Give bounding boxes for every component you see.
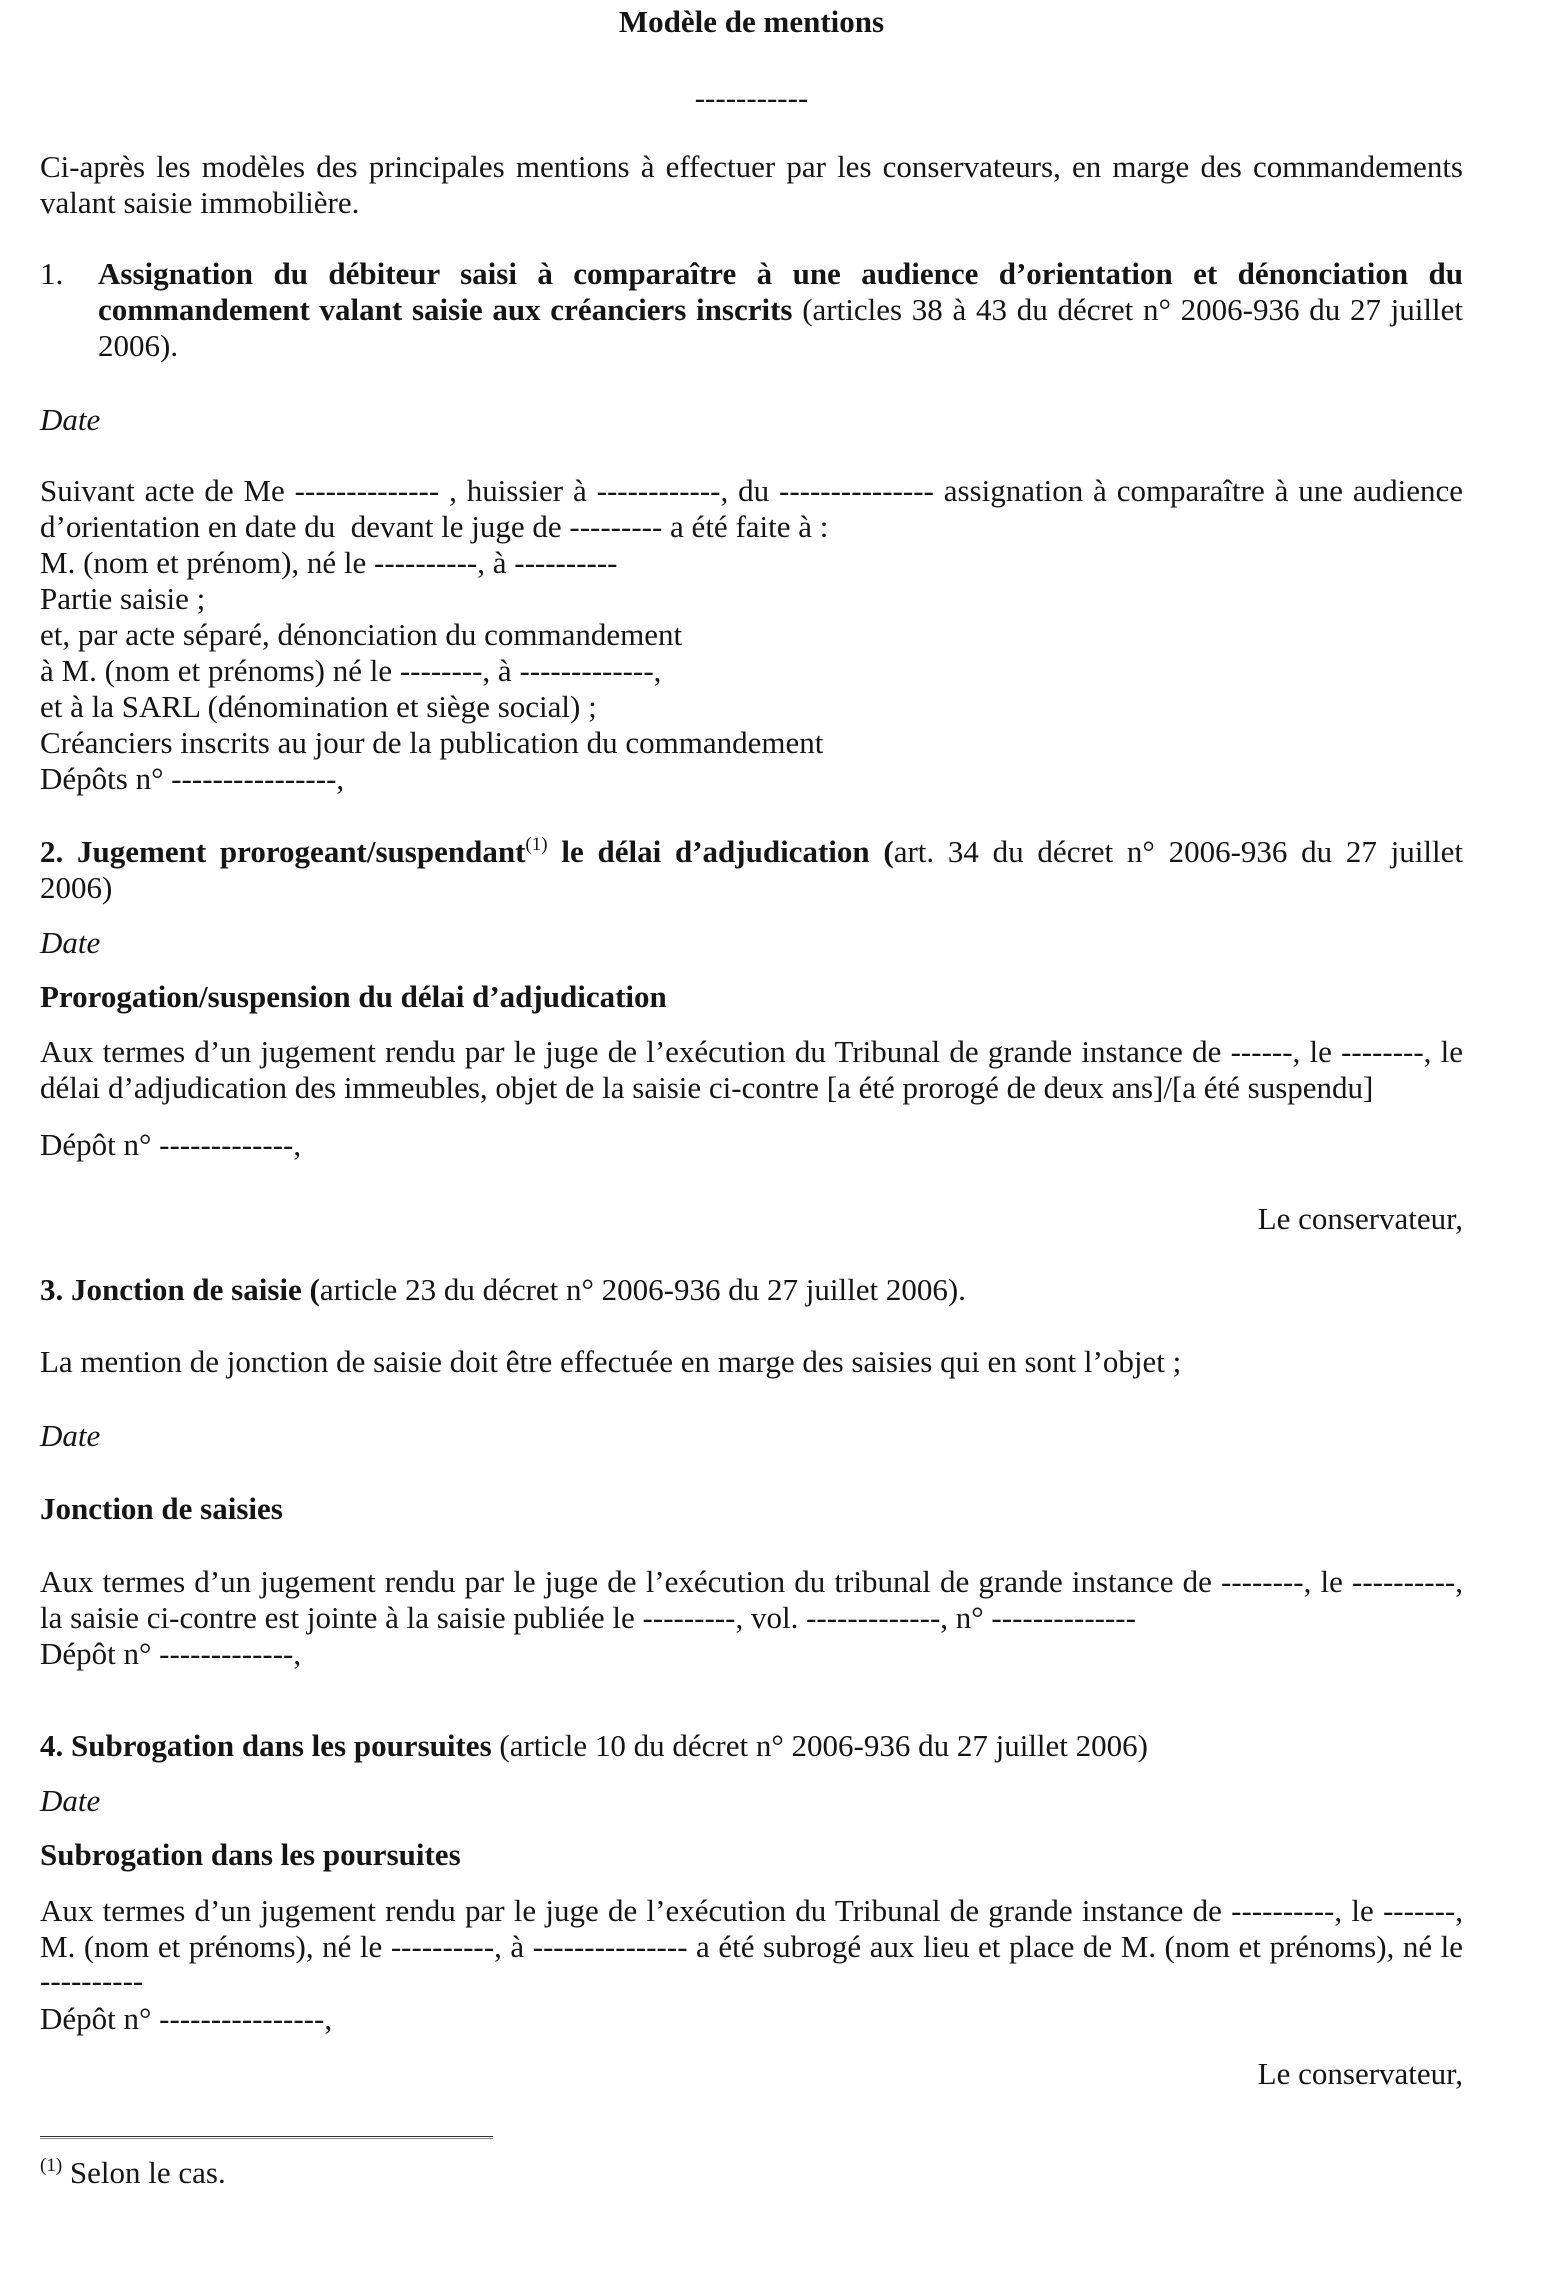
section4-heading-reference: (article 10 du décret n° 2006-936 du 27 juillet 2006) bbox=[491, 1728, 1148, 1763]
section4-mention-line: M. (nom et prénoms), né le ----------, à --------------- a été subrogé aux lieu et place de M. (nom et prénoms), né le bbox=[40, 1929, 1463, 1964]
section4-mention-title: Subrogation dans les poursuites bbox=[40, 1837, 461, 1872]
footnote-marker: (1) bbox=[40, 2155, 63, 2176]
section1-number: 1. bbox=[40, 256, 64, 291]
section1-heading-line: Assignation du débiteur saisi à comparaître à une audience d’orientation et dénonciation du bbox=[98, 256, 1463, 291]
section2-mention-title: Prorogation/suspension du délai d’adjudication bbox=[40, 979, 667, 1014]
footnote-text: Selon le cas. bbox=[62, 2155, 226, 2190]
section4-mention-line: Aux termes d’un jugement rendu par le juge de l’exécution du Tribunal de grande instance de ----------, le -------, bbox=[40, 1893, 1463, 1928]
section3-heading-reference: article 23 du décret n° 2006-936 du 27 juillet 2006). bbox=[319, 1272, 966, 1307]
section3-date-label: Date bbox=[40, 1418, 101, 1453]
section1-heading-line bbox=[98, 292, 1463, 328]
section1-deposit-line: Dépôts n° ----------------, bbox=[40, 761, 345, 796]
section1-heading-bold: commandement valant saisie aux créanciers inscrits bbox=[98, 292, 793, 327]
section3-mention-line: Aux termes d’un jugement rendu par le juge de l’exécution du tribunal de grande instance de --------, le ----------, bbox=[40, 1564, 1463, 1599]
intro-line: valant saisie immobilière. bbox=[40, 185, 360, 220]
section1-body-line: Partie saisie ; bbox=[40, 581, 206, 616]
section3-mention-title: Jonction de saisies bbox=[40, 1491, 283, 1526]
section1-body-line: et à la SARL (dénomination et siège social) ; bbox=[40, 689, 597, 724]
section1-body-line: et, par acte séparé, dénonciation du commandement bbox=[40, 617, 683, 652]
section4-date-label: Date bbox=[40, 1783, 101, 1818]
section2-heading-line: 2006) bbox=[40, 870, 113, 905]
section3-heading-bold: 3. Jonction de saisie ( bbox=[40, 1272, 320, 1307]
section3-mention-line: la saisie ci-contre est jointe à la saisie publiée le ---------, vol. -------------, n° -------------- bbox=[40, 1600, 1136, 1635]
footnote bbox=[40, 2155, 1463, 2191]
document-title: Modèle de mentions bbox=[618, 4, 885, 39]
section3-heading-line bbox=[40, 1272, 1463, 1308]
section3-deposit-line: Dépôt n° -------------, bbox=[40, 1636, 302, 1671]
section1-body-line: d’orientation en date du devant le juge de --------- a été faite à : bbox=[40, 509, 829, 544]
section2-heading-reference: art. 34 du décret n° 2006-936 du 27 juillet bbox=[893, 834, 1463, 869]
section1-body-line: à M. (nom et prénoms) né le --------, à -------------, bbox=[40, 653, 662, 688]
footnote-reference: (1) bbox=[525, 834, 548, 855]
section2-mention-line: Aux termes d’un jugement rendu par le juge de l’exécution du Tribunal de grande instance de ------, le --------, le bbox=[40, 1034, 1463, 1069]
section3-note: La mention de jonction de saisie doit être effectuée en marge des saisies qui en sont l’objet ; bbox=[40, 1344, 1182, 1379]
section1-heading-line: 2006). bbox=[98, 328, 179, 363]
section2-heading-line bbox=[40, 834, 1463, 870]
section1-body-line: M. (nom et prénom), né le ----------, à ---------- bbox=[40, 545, 618, 580]
section2-signature: Le conservateur, bbox=[1257, 1201, 1463, 1236]
section1-body-line: Créanciers inscrits au jour de la publication du commandement bbox=[40, 725, 824, 760]
intro-line: Ci-après les modèles des principales mentions à effectuer par les conservateurs, en marge des commandements bbox=[40, 149, 1463, 184]
title-separator: ----------- bbox=[694, 80, 809, 115]
footnote-divider bbox=[40, 2136, 493, 2139]
section4-signature: Le conservateur, bbox=[1257, 2056, 1463, 2091]
section4-mention-line: ---------- bbox=[40, 1963, 144, 1998]
section2-mention-line: délai d’adjudication des immeubles, objet de la saisie ci-contre [a été prorogé de deux ans]/[a été suspendu] bbox=[40, 1070, 1374, 1105]
section1-date-label: Date bbox=[40, 402, 101, 437]
section4-heading-line bbox=[40, 1728, 1463, 1764]
section4-heading-bold: 4. Subrogation dans les poursuites bbox=[40, 1728, 492, 1763]
section1-heading-reference: (articles 38 à 43 du décret n° 2006-936 du 27 juillet bbox=[792, 292, 1464, 327]
section2-date-label: Date bbox=[40, 925, 101, 960]
section4-deposit-line: Dépôt n° ----------------, bbox=[40, 2001, 333, 2036]
section2-heading-bold: le délai d’adjudication ( bbox=[547, 834, 894, 869]
section2-deposit-line: Dépôt n° -------------, bbox=[40, 1127, 302, 1162]
section2-heading-bold: 2. Jugement prorogeant/suspendant bbox=[40, 834, 526, 869]
section1-body-line: Suivant acte de Me -------------- , huissier à ------------, du --------------- assignation à comparaître à une audience bbox=[40, 473, 1463, 508]
